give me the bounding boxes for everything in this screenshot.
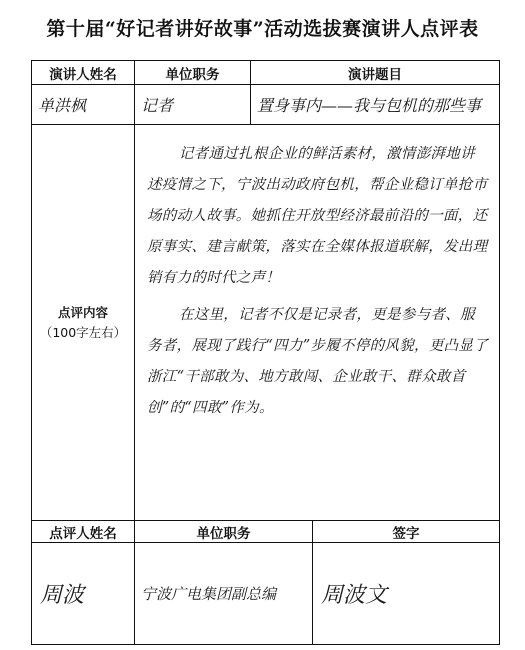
footer-header-row [32, 521, 500, 543]
page-title: 第十届“好记者讲好故事”活动选拔赛演讲人点评表 [46, 18, 479, 40]
comment-content-cell [135, 125, 500, 521]
comment-label-cell [32, 125, 135, 521]
speaker-name-value: 单洪枫 [32, 85, 135, 125]
reviewer-name-value: 周波 [32, 543, 135, 645]
speech-topic-header: 演讲题目 [251, 61, 500, 85]
reviewer-row [32, 543, 500, 645]
reviewer-position-value: 宁波广电集团副总编 [135, 543, 313, 645]
comment-paragraph: 记者通过扎根企业的鲜活素材，激情澎湃地讲述疫情之下，宁波出动政府包机，帮企业稳订单抢市场的动人故事。她抓住开放型经济最前沿的一面，还原事实、建言献策，落实在全媒体报道联解，发出理销有力的时代之声！ [147, 146, 488, 286]
reviewer-position-header: 单位职务 [135, 521, 313, 543]
speaker-row [32, 85, 500, 125]
comment-label: 点评内容 [57, 304, 108, 320]
comment-label-sub: （100字左右） [39, 324, 127, 340]
header-row [32, 61, 500, 85]
reviewer-signature: 周波文 [313, 543, 500, 645]
signature-header: 签字 [313, 521, 500, 543]
reviewer-name-header: 点评人姓名 [32, 521, 135, 543]
speech-topic-value: 置身事内——我与包机的那些事 [251, 85, 500, 125]
speaker-name-header: 演讲人姓名 [32, 61, 135, 85]
comment-row [32, 125, 500, 521]
speaker-position-value: 记者 [135, 85, 251, 125]
unit-position-header: 单位职务 [135, 61, 251, 85]
review-form-table [31, 60, 500, 645]
comment-paragraph: 在这里，记者不仅是记录者，更是参与者、服务者，展现了践行“四力”步履不停的风貌，更凸显了浙江“干部敢为、地方敢闯、企业敢干、群众敢首创”的“四敢”作为。 [147, 307, 489, 416]
